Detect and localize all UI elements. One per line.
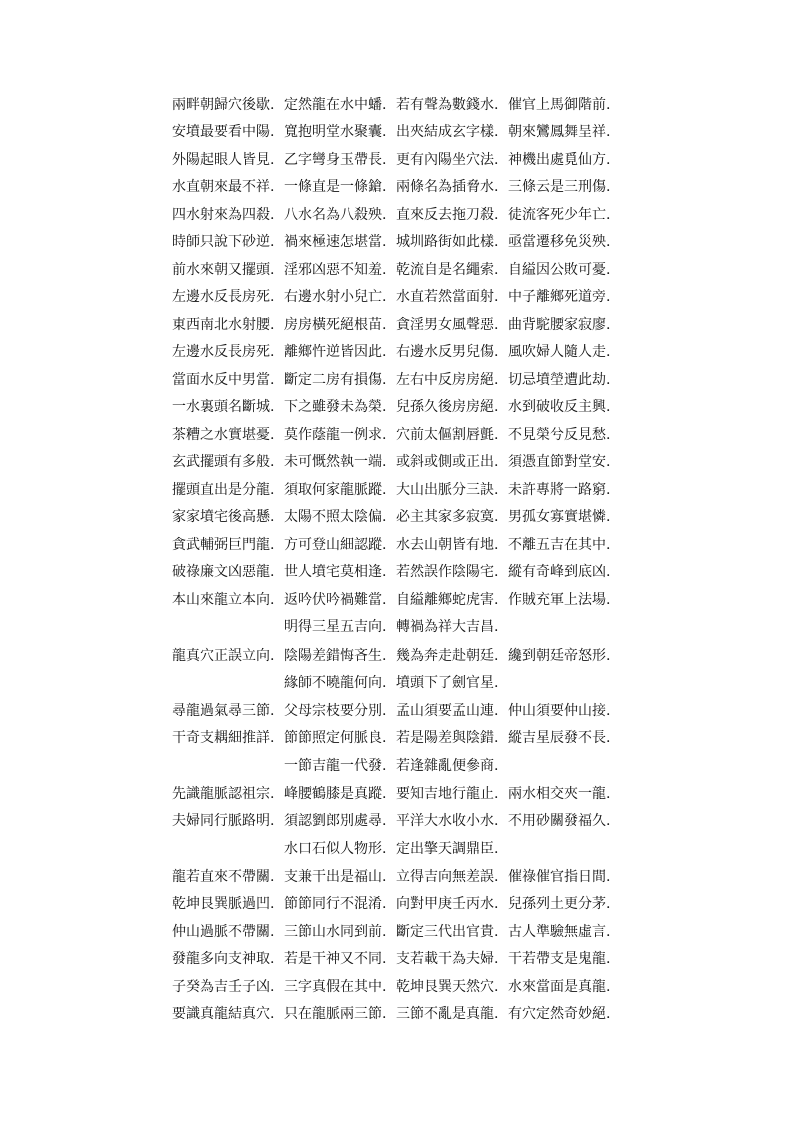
verse-phrase: 禍來極速怎堪當. xyxy=(284,234,387,250)
verse-phrase: 明得三星五吉向. xyxy=(284,619,387,635)
verse-phrase xyxy=(508,616,620,638)
verse-phrase: 須取何家龍脈蹤. xyxy=(284,482,387,498)
verse-line xyxy=(172,204,620,226)
verse-phrase: 一水裏頭名斷城. xyxy=(172,399,275,415)
verse-phrase: 穴前太傴割唇氈. xyxy=(396,427,499,443)
verse-phrase: 當面水反中男當. xyxy=(172,372,275,388)
verse-phrase: 孟山須要孟山連. xyxy=(396,703,499,719)
verse-phrase: 只在龍脈兩三節. xyxy=(284,1006,387,1022)
verse-phrase: 東西南北水射腰. xyxy=(172,317,275,333)
verse-phrase: 貪武輔弼巨門龍. xyxy=(172,537,275,553)
verse-phrase: 三節不亂是真龍. xyxy=(396,1006,499,1022)
verse-line xyxy=(172,479,620,501)
verse-line xyxy=(172,755,620,777)
verse-phrase: 先識龍脈認祖宗. xyxy=(172,786,275,802)
verse-phrase: 緣師不曉龍何向. xyxy=(284,675,387,691)
verse-phrase: 淫邪凶惡不知羞. xyxy=(284,262,387,278)
verse-phrase: 水去山朝皆有地. xyxy=(396,537,499,553)
verse-line xyxy=(172,948,620,970)
verse-phrase: 龍真穴正誤立向. xyxy=(172,648,275,664)
verse-line xyxy=(172,561,620,583)
verse-phrase: 夫婦同行脈路明. xyxy=(172,813,275,829)
verse-phrase: 中子離鄉死道旁. xyxy=(508,289,611,305)
verse-line xyxy=(172,94,620,116)
verse-phrase: 要識真龍結真穴. xyxy=(172,1006,275,1022)
verse-phrase: 未許專將一路窮. xyxy=(508,482,611,498)
verse-phrase: 干奇支耦細推詳. xyxy=(172,730,275,746)
verse-phrase: 城圳路街如此樣. xyxy=(396,234,499,250)
verse-phrase: 出夾結成玄字樣. xyxy=(396,124,499,140)
verse-phrase: 定然龍在水中蟠. xyxy=(284,97,387,113)
verse-phrase: 擺頭直出是分龍. xyxy=(172,482,275,498)
verse-phrase: 乾坤艮巽脈過凹. xyxy=(172,896,275,912)
verse-phrase: 直來反去拖刀殺. xyxy=(396,207,499,223)
verse-phrase: 水直若然當面射. xyxy=(396,289,499,305)
verse-line xyxy=(172,672,620,694)
verse-phrase: 龍若直來不帶關. xyxy=(172,869,275,885)
verse-phrase: 右邊水射小兒亡. xyxy=(284,289,387,305)
verse-phrase: 三字真假在其中. xyxy=(284,979,387,995)
verse-phrase: 縱有奇峰到底凶. xyxy=(508,564,611,580)
verse-phrase: 若有聲為數錢水. xyxy=(396,97,499,113)
verse-phrase: 或斜或側或正出. xyxy=(396,454,499,470)
verse-phrase: 下之雖發未為榮. xyxy=(284,399,387,415)
verse-phrase: 節節同行不混淆. xyxy=(284,896,387,912)
verse-phrase: 若逢雜亂便參商. xyxy=(396,758,499,774)
verse-phrase: 干若帶支是鬼龍. xyxy=(508,951,611,967)
verse-phrase: 三節山水同到前. xyxy=(284,924,387,940)
verse-phrase: 乾流自是名繩索. xyxy=(396,262,499,278)
verse-phrase: 兩水相交夾一龍. xyxy=(508,786,611,802)
verse-phrase: 徒流客死少年亡. xyxy=(508,207,611,223)
verse-phrase: 須認劉郎別處尋. xyxy=(284,813,387,829)
verse-phrase: 不用砂關發福久. xyxy=(508,813,611,829)
verse-phrase: 不見榮兮反見愁. xyxy=(508,427,611,443)
verse-line xyxy=(172,866,620,888)
verse-phrase: 陰陽差錯悔吝生. xyxy=(284,648,387,664)
verse-phrase: 貪淫男女風聲惡. xyxy=(396,317,499,333)
verse-line xyxy=(172,921,620,943)
verse-phrase: 更有內陽坐穴法. xyxy=(396,152,499,168)
verse-phrase: 茶糟之水實堪憂. xyxy=(172,427,275,443)
verse-phrase: 一條直是一條鎗. xyxy=(284,179,387,195)
verse-phrase: 斷定三代出官貴. xyxy=(396,924,499,940)
verse-phrase: 轉禍為祥大吉昌. xyxy=(396,619,499,635)
verse-line xyxy=(172,121,620,143)
verse-phrase: 亟當遷移免災殃. xyxy=(508,234,611,250)
verse-phrase: 乙字彎身玉帶長. xyxy=(284,152,387,168)
verse-phrase: 子癸為吉壬子凶. xyxy=(172,979,275,995)
verse-phrase: 立得吉向無差誤. xyxy=(396,869,499,885)
verse-line xyxy=(172,783,620,805)
verse-phrase: 須憑直節對堂安. xyxy=(508,454,611,470)
verse-phrase: 平洋大水收小水. xyxy=(396,813,499,829)
verse-phrase: 支兼干出是福山. xyxy=(284,869,387,885)
verse-line xyxy=(172,369,620,391)
verse-phrase xyxy=(508,838,620,860)
verse-phrase: 左邊水反長房死. xyxy=(172,289,275,305)
verse-phrase: 水直朝來最不祥. xyxy=(172,179,275,195)
verse-phrase: 家家墳宅後高懸. xyxy=(172,509,275,525)
verse-phrase: 切忌墳塋遭此劫. xyxy=(508,372,611,388)
verse-phrase: 縱吉星辰發不長. xyxy=(508,730,611,746)
verse-line xyxy=(172,810,620,832)
verse-phrase: 前水來朝又擺頭. xyxy=(172,262,275,278)
verse-phrase: 古人準驗無虛言. xyxy=(508,924,611,940)
verse-phrase: 四水射來為四殺. xyxy=(172,207,275,223)
verse-phrase: 水口石似人物形. xyxy=(284,841,387,857)
verse-phrase: 若是干神又不同. xyxy=(284,951,387,967)
verse-phrase xyxy=(508,755,620,777)
verse-line xyxy=(172,396,620,418)
verse-phrase: 返吟伏吟禍難當. xyxy=(284,592,387,608)
verse-phrase: 向對甲庚壬丙水. xyxy=(396,896,499,912)
verse-phrase: 左右中反房房絕. xyxy=(396,372,499,388)
verse-phrase: 墳頭下了劍官星. xyxy=(396,675,499,691)
verse-line xyxy=(172,700,620,722)
verse-phrase: 水來當面是真龍. xyxy=(508,979,611,995)
verse-phrase xyxy=(172,672,284,694)
verse-phrase: 玄武擺頭有多般. xyxy=(172,454,275,470)
verse-phrase: 水到破收反主興. xyxy=(508,399,611,415)
verse-phrase: 八水名為八殺殃. xyxy=(284,207,387,223)
verse-phrase xyxy=(172,755,284,777)
verse-phrase: 若然誤作陰陽宅. xyxy=(396,564,499,580)
verse-phrase: 一節吉龍一代發. xyxy=(284,758,387,774)
verse-phrase: 太陽不照太陰偏. xyxy=(284,509,387,525)
verse-phrase: 節節照定何脈良. xyxy=(284,730,387,746)
verse-phrase: 要知吉地行龍止. xyxy=(396,786,499,802)
verse-phrase xyxy=(172,838,284,860)
verse-phrase: 大山出脈分三訣. xyxy=(396,482,499,498)
verse-line xyxy=(172,176,620,198)
verse-phrase: 父母宗枝要分別. xyxy=(284,703,387,719)
verse-phrase: 幾為奔走赴朝廷. xyxy=(396,648,499,664)
verse-line xyxy=(172,534,620,556)
verse-phrase: 自縊因公敗可憂. xyxy=(508,262,611,278)
verse-phrase: 不離五吉在其中. xyxy=(508,537,611,553)
verse-phrase: 兩畔朝歸穴後歇. xyxy=(172,97,275,113)
verse-line xyxy=(172,231,620,253)
verse-phrase: 莫作蔭龍一例求. xyxy=(284,427,387,443)
verse-phrase: 風吹婦人隨人走. xyxy=(508,344,611,360)
verse-phrase: 世人墳宅莫相逢. xyxy=(284,564,387,580)
verse-phrase: 定出擎天調鼎臣. xyxy=(396,841,499,857)
verse-phrase xyxy=(172,616,284,638)
verse-phrase: 時師只說下砂逆. xyxy=(172,234,275,250)
verse-phrase: 兒孫久後房房絕. xyxy=(396,399,499,415)
verse-line xyxy=(172,259,620,281)
verse-phrase: 必主其家多寂寞. xyxy=(396,509,499,525)
verse-line xyxy=(172,976,620,998)
verse-line xyxy=(172,838,620,860)
verse-phrase: 有穴定然奇妙絕. xyxy=(508,1006,611,1022)
verse-phrase: 男孤女寡實堪憐. xyxy=(508,509,611,525)
verse-line xyxy=(172,589,620,611)
verse-line xyxy=(172,149,620,171)
verse-phrase: 催祿催官指日間. xyxy=(508,869,611,885)
verse-line xyxy=(172,1003,620,1025)
verse-phrase: 寬抱明堂水聚囊. xyxy=(284,124,387,140)
verse-phrase: 兒孫列土更分茅. xyxy=(508,896,611,912)
verse-phrase: 仲山須要仲山接. xyxy=(508,703,611,719)
verse-line xyxy=(172,314,620,336)
verse-line xyxy=(172,286,620,308)
verse-phrase: 斷定二房有損傷. xyxy=(284,372,387,388)
verse-line xyxy=(172,645,620,667)
verse-phrase: 尋龍過氣尋三節. xyxy=(172,703,275,719)
verse-phrase: 纔到朝廷帝怒形. xyxy=(508,648,611,664)
verse-line xyxy=(172,893,620,915)
verse-phrase: 仲山過脈不帶關. xyxy=(172,924,275,940)
verse-phrase: 離鄉忤逆皆因此. xyxy=(284,344,387,360)
verse-phrase: 三條云是三刑傷. xyxy=(508,179,611,195)
verse-phrase: 自縊離鄉蛇虎害. xyxy=(396,592,499,608)
verse-line xyxy=(172,424,620,446)
verse-phrase: 發龍多向支神取. xyxy=(172,951,275,967)
verse-phrase: 右邊水反男兒傷. xyxy=(396,344,499,360)
verse-phrase: 外陽起眼人皆見. xyxy=(172,152,275,168)
verse-phrase: 左邊水反長房死. xyxy=(172,344,275,360)
verse-phrase xyxy=(508,672,620,694)
verse-line xyxy=(172,727,620,749)
verse-phrase: 峰腰鶴膝是真蹤. xyxy=(284,786,387,802)
verse-phrase: 未可慨然執一端. xyxy=(284,454,387,470)
verse-phrase: 作賊充軍上法場. xyxy=(508,592,611,608)
verse-line xyxy=(172,616,620,638)
verse-line xyxy=(172,451,620,473)
verse-phrase: 支若載干為夫婦. xyxy=(396,951,499,967)
verse-phrase: 本山來龍立本向. xyxy=(172,592,275,608)
verse-phrase: 乾坤艮巽天然穴. xyxy=(396,979,499,995)
verse-phrase: 破祿廉文凶惡龍. xyxy=(172,564,275,580)
verse-line xyxy=(172,506,620,528)
verse-phrase: 曲背駝腰家寂廖. xyxy=(508,317,611,333)
verse-phrase: 兩條名為插脅水. xyxy=(396,179,499,195)
verse-phrase: 房房橫死絕根苗. xyxy=(284,317,387,333)
verse-phrase: 方可登山細認蹤. xyxy=(284,537,387,553)
verse-line xyxy=(172,341,620,363)
verse-phrase: 安墳最要看中陽. xyxy=(172,124,275,140)
verse-phrase: 若是陽差與陰錯. xyxy=(396,730,499,746)
verse-phrase: 朝來鸞鳳舞呈祥. xyxy=(508,124,611,140)
verse-phrase: 催官上馬御階前. xyxy=(508,97,611,113)
verse-phrase: 神機出處覓仙方. xyxy=(508,152,611,168)
